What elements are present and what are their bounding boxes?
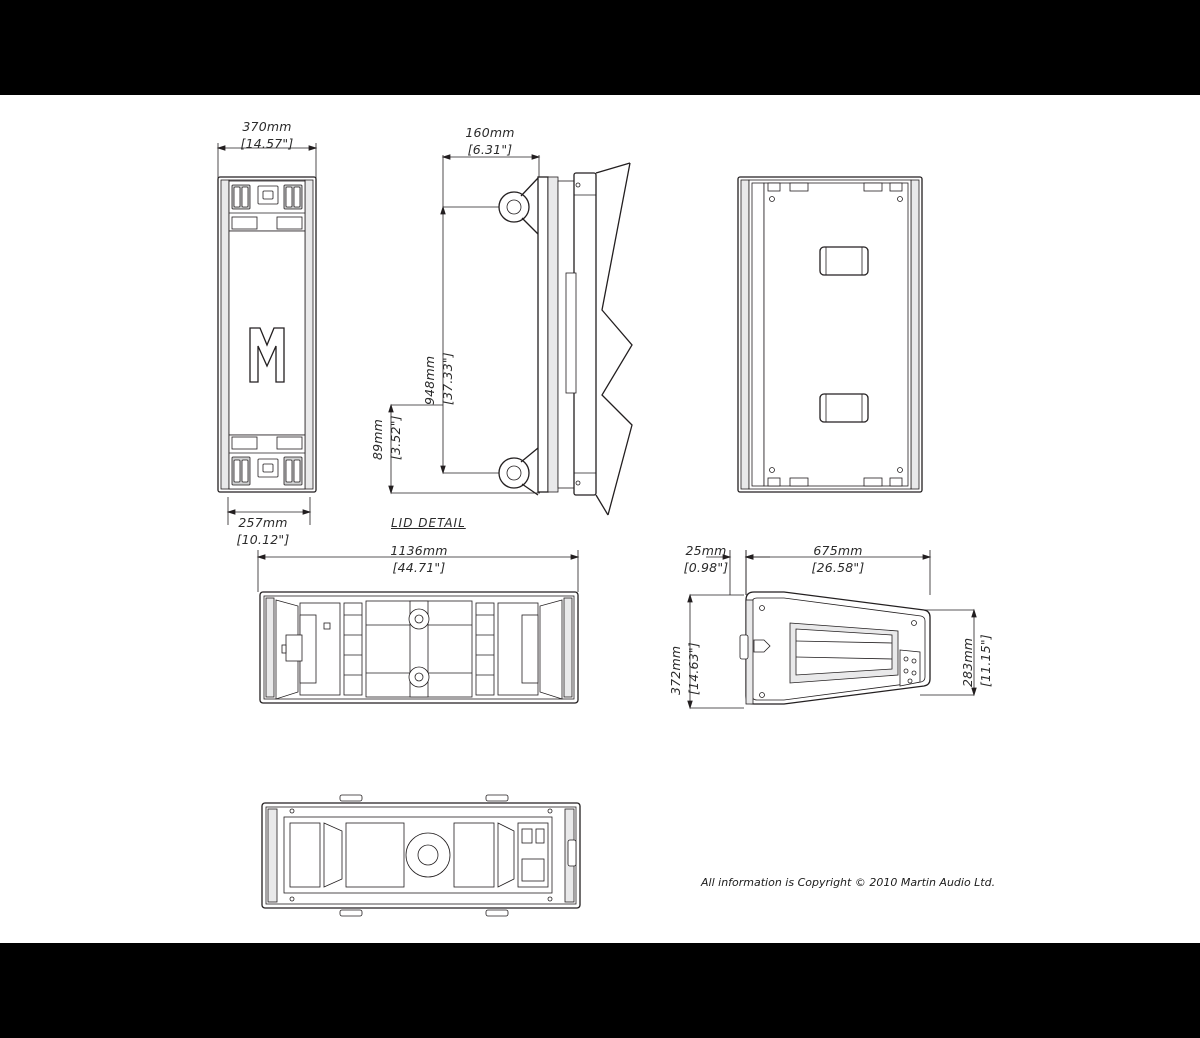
bottom-plan-view [262,795,580,916]
lid-height-dimension [441,207,515,473]
front-width-label: 370mm [14.57"] [240,119,294,151]
side-front-depth-label: 25mm [0.98"] [683,543,729,575]
side-depth-label: 675mm [26.58"] [811,543,865,575]
drawing-sheet [0,95,1200,943]
lid-small-imperial-label: [3.52"] [388,415,403,460]
lid-break-line [596,163,632,515]
plan-width-label: 1136mm [44.71"] [390,543,448,575]
lid-height-label: 948mm [422,355,437,405]
copyright-notice: All information is Copyright © 2010 Martin Audio Ltd. [701,876,996,889]
lid-offset-label: 160mm [6.31"] [465,125,515,157]
plan-internal-structure [276,600,562,699]
side-height-left-imperial-label: [14.63"] [686,642,701,695]
lid-height-imperial-label: [37.33"] [440,352,455,405]
technical-drawing-canvas [0,95,1200,943]
rear-handle-upper [820,247,868,275]
lid-small-label: 89mm [370,418,385,460]
lid-caster-top [499,178,538,234]
rear-handle-lower [820,394,868,422]
side-height-right-label: 283mm [960,637,975,687]
lid-detail-view [389,155,632,515]
lid-detail-caption: LID DETAIL [391,516,466,530]
front-base-label: 257mm [10.12"] [236,515,290,547]
side-height-right-imperial-label: [11.15"] [978,634,993,687]
front-elevation-view [218,143,316,525]
rear-elevation-view [738,177,922,492]
side-height-left-label: 372mm [668,645,683,695]
lid-caster-bottom [499,448,538,495]
